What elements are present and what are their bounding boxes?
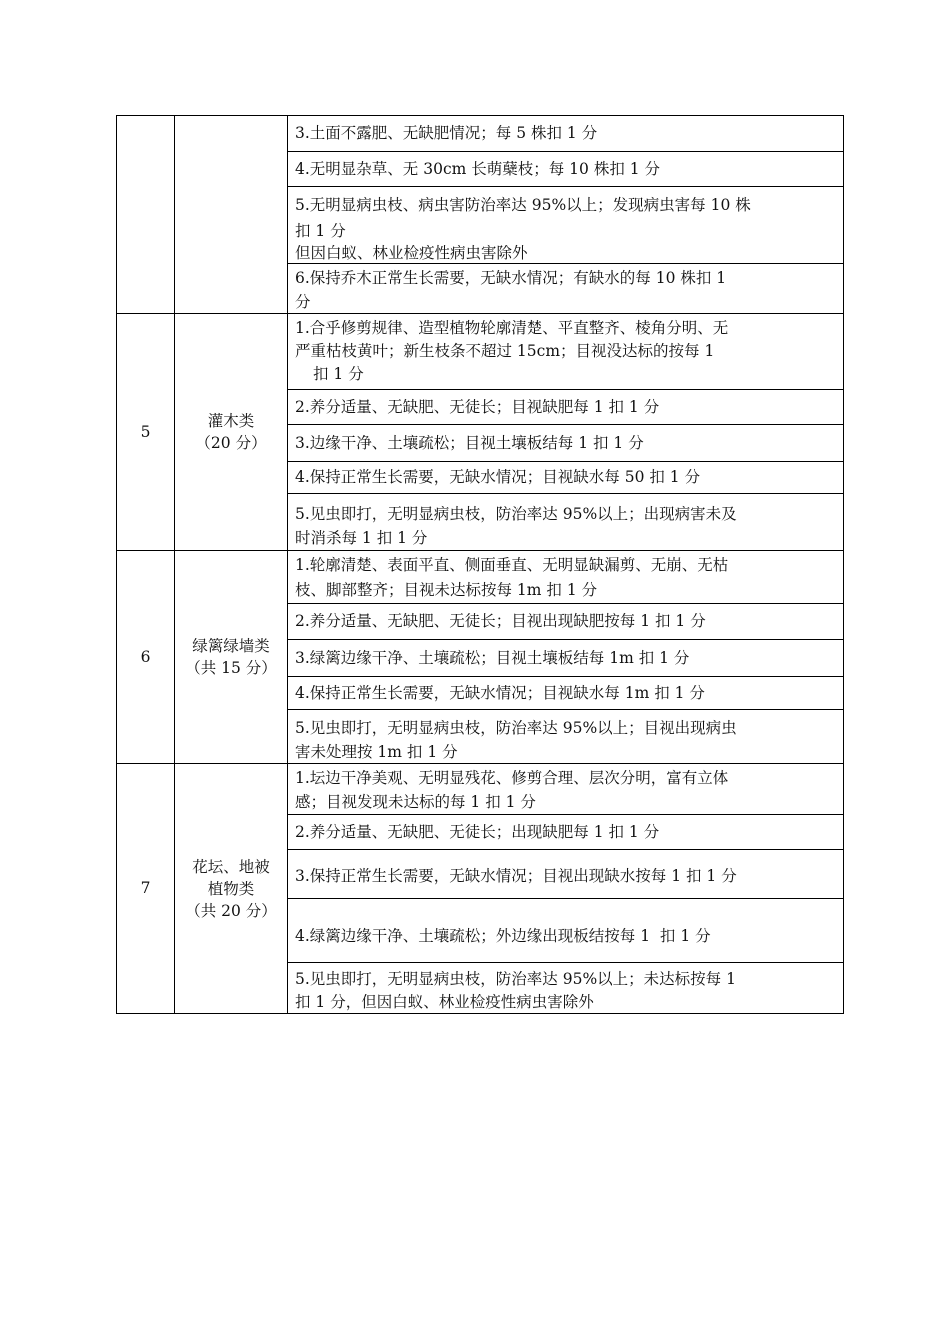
item-text: 5.见虫即打，无明显病虫枝，防治率达 95%以上；目视出现病虫 (295, 719, 737, 737)
item-text: 2.养分适量、无缺肥、无徒长；出现缺肥每 1 扣 1 分 (295, 822, 660, 841)
item-text: 4.保持正常生长需要，无缺水情况；目视缺水每 1m 扣 1 分 (295, 683, 705, 702)
item-cell (288, 494, 844, 551)
group-category-cell (175, 314, 288, 551)
table-row (117, 551, 844, 604)
category-label: 植物类 (207, 879, 255, 898)
item-cell (288, 677, 844, 710)
item-text: 害未处理按 1m 扣 1 分 (295, 743, 458, 761)
item-text: 4.保持正常生长需要，无缺水情况；目视缺水每 50 扣 1 分 (295, 468, 701, 486)
item-cell (288, 462, 844, 494)
item-text: 5.无明显病虫枝、病虫害防治率达 95%以上；发现病虫害每 10 株 (295, 196, 751, 214)
category-score: （共 20 分） (185, 901, 277, 920)
category-score: （共 15 分） (185, 659, 277, 677)
category-score: （20 分） (195, 434, 267, 452)
item-text: 感；目视发现未达标的每 1 扣 1 分 (295, 792, 536, 811)
item-cell (288, 899, 844, 963)
item-cell (288, 551, 844, 604)
item-cell (288, 264, 844, 314)
group-number-cell (117, 116, 175, 314)
item-cell (288, 152, 844, 187)
group-number-cell: 6 (117, 551, 175, 764)
item-text: 6.保持乔木正常生长需要，无缺水情况；有缺水的每 10 株扣 1 (295, 268, 727, 287)
item-text: 扣 1 分 (313, 365, 364, 383)
category-label: 绿篱绿墙类 (192, 637, 270, 655)
item-cell (288, 850, 844, 899)
category-label: 灌木类 (207, 412, 255, 430)
table-row (117, 116, 844, 152)
item-cell (288, 640, 844, 677)
item-text: 分 (295, 292, 311, 311)
item-cell (288, 815, 844, 850)
item-text: 1.合乎修剪规律、造型植物轮廓清楚、平直整齐、棱角分明、无 (295, 319, 729, 337)
item-text: 1.坛边干净美观、无明显残花、修剪合理、层次分明，富有立体 (295, 768, 729, 787)
item-text: 扣 1 分，但因白蚁、林业检疫性病虫害除外 (295, 993, 594, 1011)
group-number-cell: 7 (117, 764, 175, 1014)
item-cell (288, 604, 844, 640)
item-text: 2.养分适量、无缺肥、无徒长；目视出现缺肥按每 1 扣 1 分 (295, 612, 706, 630)
group-category-cell (175, 116, 288, 314)
table-row (117, 764, 844, 815)
item-text: 5.见虫即打，无明显病虫枝，防治率达 95%以上；出现病害未及 (295, 505, 737, 523)
category-label: 花坛、地被 (192, 857, 270, 876)
group-number-cell: 5 (117, 314, 175, 551)
item-text: 3.土面不露肥、无缺肥情况；每 5 株扣 1 分 (295, 124, 598, 142)
item-cell (288, 390, 844, 425)
item-text: 4.绿篱边缘干净、土壤疏松；外边缘出现板结按每 1 扣 1 分 (295, 927, 711, 945)
item-text: 2.养分适量、无缺肥、无徒长；目视缺肥每 1 扣 1 分 (295, 397, 660, 416)
item-text: 1.轮廓清楚、表面平直、侧面垂直、无明显缺漏剪、无崩、无枯 (295, 556, 729, 574)
item-cell (288, 764, 844, 815)
item-text: 扣 1 分 (295, 222, 346, 240)
item-cell (288, 963, 844, 1014)
item-text: 严重枯枝黄叶；新生枝条不超过 15cm；目视没达标的按每 1 (295, 342, 715, 360)
standards-table (116, 115, 844, 1014)
item-text: 5.见虫即打，无明显病虫枝，防治率达 95%以上；未达标按每 1 (295, 970, 736, 988)
group-category-cell (175, 764, 288, 1014)
item-text: 时消杀每 1 扣 1 分 (295, 529, 428, 547)
item-cell (288, 116, 844, 152)
table-row (117, 314, 844, 390)
item-text: 3.绿篱边缘干净、土壤疏松；目视土壤板结每 1m 扣 1 分 (295, 648, 690, 667)
item-text: 但因白蚁、林业检疫性病虫害除外 (295, 244, 528, 262)
item-text: 3.边缘干净、土壤疏松；目视土壤板结每 1 扣 1 分 (295, 433, 644, 452)
group-category-cell (175, 551, 288, 764)
item-text: 4.无明显杂草、无 30cm 长萌蘖枝；每 10 株扣 1 分 (295, 159, 661, 178)
item-text: 3.保持正常生长需要，无缺水情况；目视出现缺水按每 1 扣 1 分 (295, 867, 737, 885)
item-text: 枝、脚部整齐；目视未达标按每 1m 扣 1 分 (295, 581, 598, 599)
item-cell (288, 710, 844, 764)
item-cell (288, 187, 844, 264)
item-cell (288, 425, 844, 462)
item-cell (288, 314, 844, 390)
